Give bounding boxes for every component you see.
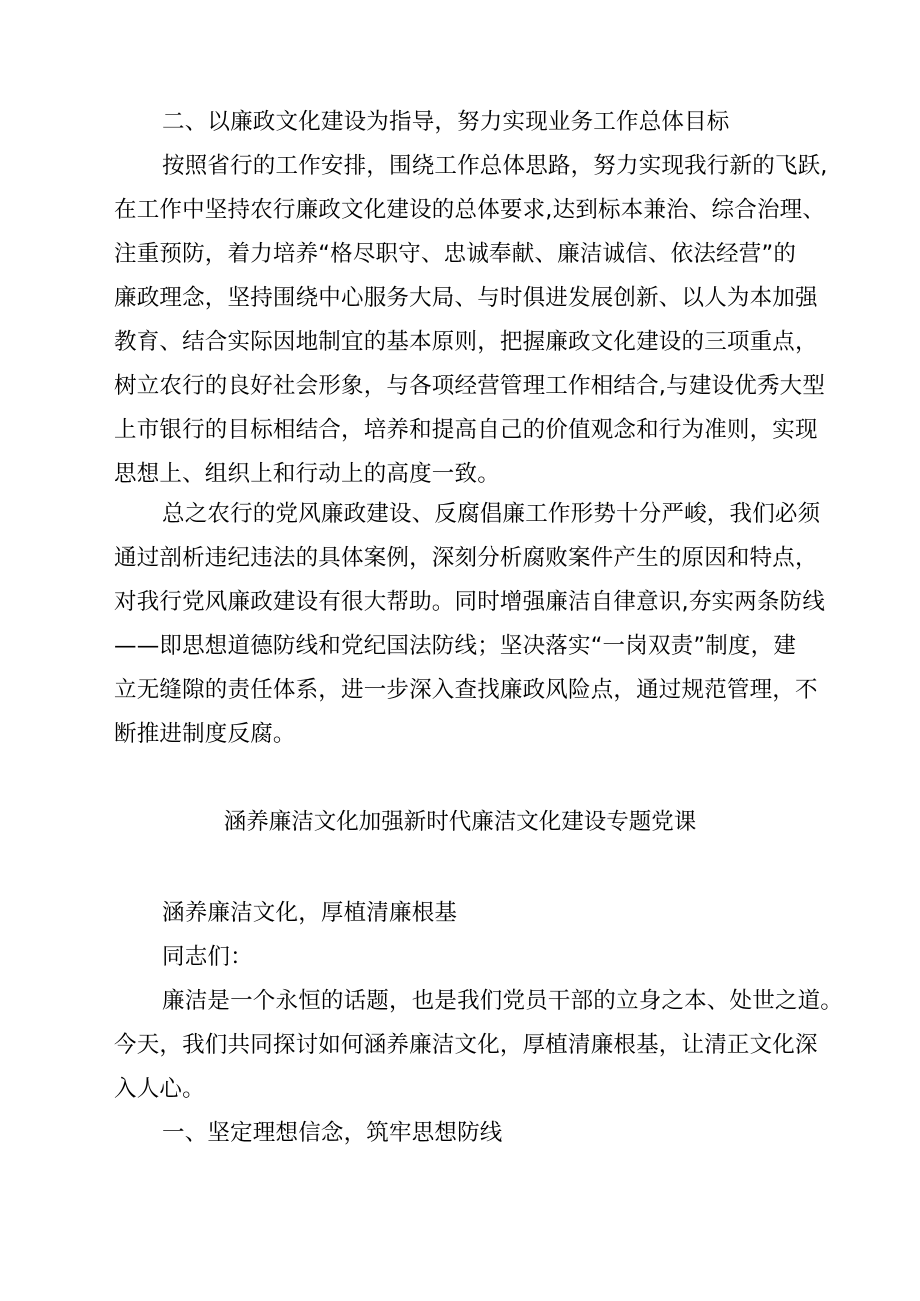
conclusion-line: 通过剖析违纪违法的具体案例，深刻分析腐败案件产生的原因和特点，	[114, 545, 818, 571]
paragraph-line: 思想上、组织上和行动上的高度一致。	[114, 461, 500, 487]
article-title: 涵养廉洁文化加强新时代廉洁文化建设专题党课	[223, 809, 697, 835]
intro-line: 廉洁是一个永恒的话题，也是我们党员干部的立身之本、处世之道。	[162, 988, 844, 1014]
paragraph-line: 树立农行的良好社会形象，与各项经营管理工作相结合,与建设优秀大型	[114, 373, 826, 399]
paragraph-line: 注重预防，着力培养“格尽职守、忠诚奉献、廉洁诚信、依法经营”的	[114, 241, 797, 267]
paragraph-line: 廉政理念，坚持围绕中心服务大局、与时俱进发展创新、以人为本加强	[114, 285, 818, 311]
intro-line: 今天，我们共同探讨如何涵养廉洁文化，厚植清廉根基，让清正文化深	[114, 1032, 818, 1058]
intro-line: 入人心。	[114, 1076, 205, 1102]
article-subtitle: 涵养廉洁文化，厚植清廉根基	[162, 900, 458, 926]
section-two-heading: 二、以廉政文化建设为指导，努力实现业务工作总体目标	[162, 109, 730, 135]
conclusion-line: 立无缝隙的责任体系，进一步深入查找廉政风险点，通过规范管理，不	[114, 677, 818, 703]
conclusion-line: 断推进制度反腐。	[114, 721, 296, 747]
conclusion-line: 对我行党风廉政建设有很大帮助。同时增强廉洁自律意识,夯实两条防线	[114, 589, 826, 615]
paragraph-line: 按照省行的工作安排，围绕工作总体思路，努力实现我行新的飞跃,	[162, 153, 828, 179]
paragraph-line: 在工作中坚持农行廉政文化建设的总体要求,达到标本兼治、综合治理、	[114, 197, 826, 223]
paragraph-line: 上市银行的目标相结合，培养和提高自己的价值观念和行为准则，实现	[114, 417, 818, 443]
section-one-heading: 一、坚定理想信念，筑牢思想防线	[162, 1120, 503, 1146]
conclusion-line: 总之农行的党风廉政建设、反腐倡廉工作形势十分严峻，我们必须	[162, 501, 821, 527]
paragraph-line: 教育、结合实际因地制宜的基本原则，把握廉政文化建设的三项重点，	[114, 329, 818, 355]
conclusion-line: ——即思想道德防线和党纪国法防线；坚决落实“一岗双责”制度，建	[114, 633, 797, 659]
salutation: 同志们：	[162, 944, 253, 970]
